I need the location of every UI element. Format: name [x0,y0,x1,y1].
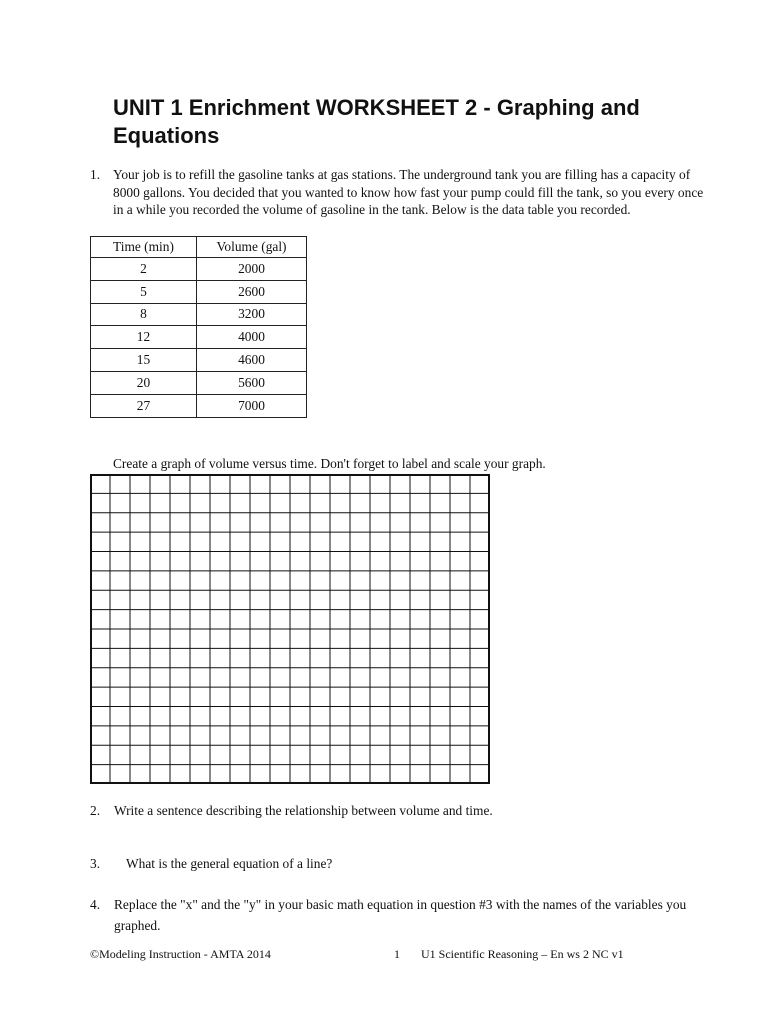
cell-volume: 4600 [197,349,307,372]
cell-volume: 7000 [197,394,307,417]
question-1-number: 1. [90,167,101,182]
table-header-row [91,237,307,258]
question-2-number: 2. [90,803,101,818]
cell-time: 5 [91,280,197,303]
table-row [91,280,307,303]
graph-prompt: Create a graph of volume versus time. Don't forget to label and scale your graph. [113,456,546,471]
cell-volume: 2000 [197,258,307,281]
table-row [91,371,307,394]
graph-grid[interactable] [90,474,490,784]
title-line-1: UNIT 1 Enrichment WORKSHEET 2 - Graphing and [113,95,640,120]
table-row [91,349,307,372]
cell-volume: 5600 [197,371,307,394]
cell-time: 15 [91,349,197,372]
page-title [113,94,713,150]
cell-time: 20 [91,371,197,394]
question-1 [90,166,705,219]
title-line-2: Equations [113,123,220,148]
footer-page-number: 1 [394,947,400,961]
header-time: Time (min) [91,237,197,258]
question-2 [90,800,710,821]
cell-time: 2 [91,258,197,281]
question-3-text: What is the general equation of a line? [126,856,333,871]
cell-volume: 3200 [197,303,307,326]
question-1-text: Your job is to refill the gasoline tanks at gas stations. The underground tank you are filling has a capacity of 8000 gallons. You decided that you wanted to know how fast your pump could fill the tank, so you every once in a while you recorded the volume of gasoline in the tank. Below is the data table you recorded. [113,167,704,217]
cell-time: 12 [91,326,197,349]
data-table [90,236,307,418]
question-4 [90,894,710,936]
question-4-text: Replace the "x" and the "y" in your basic math equation in question #3 with the names of the variables you graphed. [114,897,687,933]
cell-volume: 4000 [197,326,307,349]
cell-volume: 2600 [197,280,307,303]
question-3 [90,853,710,874]
footer-course: U1 Scientific Reasoning – En ws 2 NC v1 [421,947,624,961]
cell-time: 8 [91,303,197,326]
table-row [91,394,307,417]
table-row [91,326,307,349]
cell-time: 27 [91,394,197,417]
header-volume: Volume (gal) [197,237,307,258]
footer-copyright: ©Modeling Instruction - AMTA 2014 [90,947,271,961]
table-row [91,258,307,281]
question-4-number: 4. [90,897,101,912]
question-2-text: Write a sentence describing the relationship between volume and time. [114,803,493,818]
table-row [91,303,307,326]
question-3-number: 3. [90,856,101,871]
